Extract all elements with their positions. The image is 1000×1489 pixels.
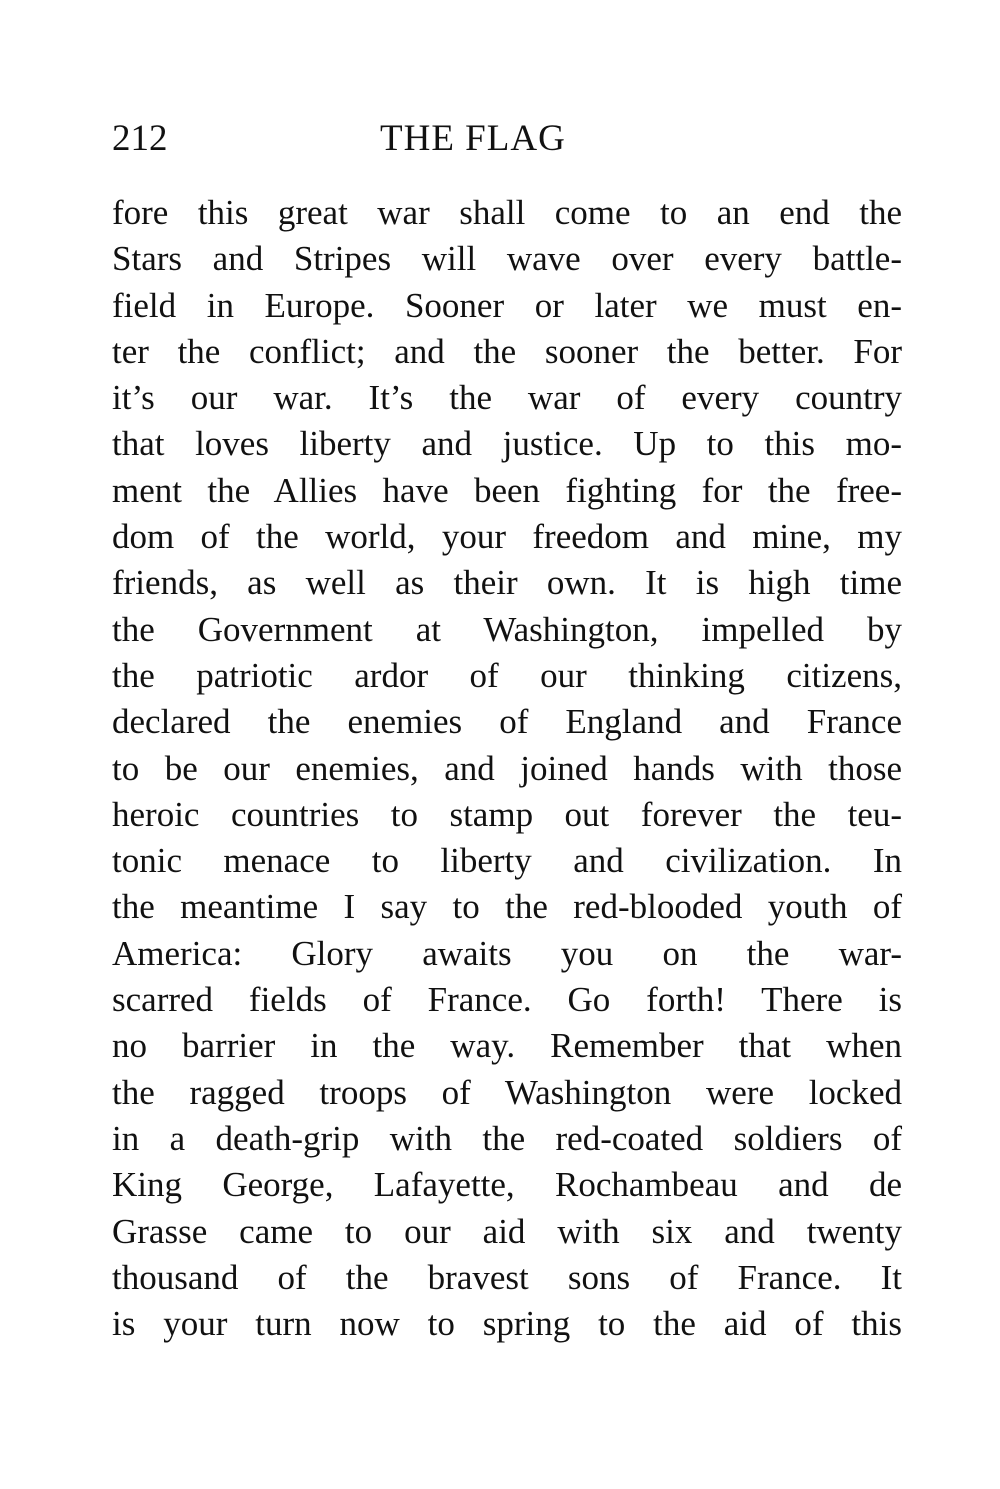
text-line: Grasse came to our aid with six and twenty [112, 1211, 902, 1251]
body-text [112, 190, 902, 1347]
text-line: America: Glory awaits you on the war- [112, 933, 902, 973]
text-line: scarred fields of France. Go forth! There is [112, 980, 902, 1020]
text-line: Stars and Stripes will wave over every battle- [112, 239, 902, 279]
text-line: to be our enemies, and joined hands with those [112, 748, 902, 788]
text-line: the meantime I say to the red-blooded youth of [112, 887, 902, 927]
text-line: King George, Lafayette, Rochambeau and de [112, 1165, 902, 1205]
text-line: that loves liberty and justice. Up to this mo- [112, 424, 902, 464]
text-line: declared the enemies of England and France [112, 702, 902, 742]
page-number: 212 [112, 118, 168, 159]
running-title: THE FLAG [380, 118, 566, 159]
text-line: ment the Allies have been fighting for the free- [112, 470, 902, 510]
text-line: the Government at Washington, impelled by [112, 609, 902, 649]
text-line: no barrier in the way. Remember that when [112, 1026, 902, 1066]
text-line: dom of the world, your freedom and mine, my [112, 517, 902, 557]
text-line: tonic menace to liberty and civilization. In [112, 841, 902, 881]
text-line: friends, as well as their own. It is high time [112, 563, 902, 603]
text-line: thousand of the bravest sons of France. It [112, 1257, 902, 1297]
text-line: the patriotic ardor of our thinking citizens, [112, 655, 902, 695]
text-line: field in Europe. Sooner or later we must en- [112, 285, 902, 325]
text-line: heroic countries to stamp out forever the teu- [112, 794, 902, 834]
text-line: in a death-grip with the red-coated soldiers of [112, 1118, 902, 1158]
text-line: is your turn now to spring to the aid of this [112, 1304, 902, 1344]
text-line: fore this great war shall come to an end the [112, 193, 902, 232]
text-line: ter the conflict; and the sooner the better. For [112, 331, 902, 371]
text-line: it’s our war. It’s the war of every country [112, 378, 902, 418]
text-line: the ragged troops of Washington were locked [112, 1072, 902, 1112]
running-head [112, 114, 902, 164]
